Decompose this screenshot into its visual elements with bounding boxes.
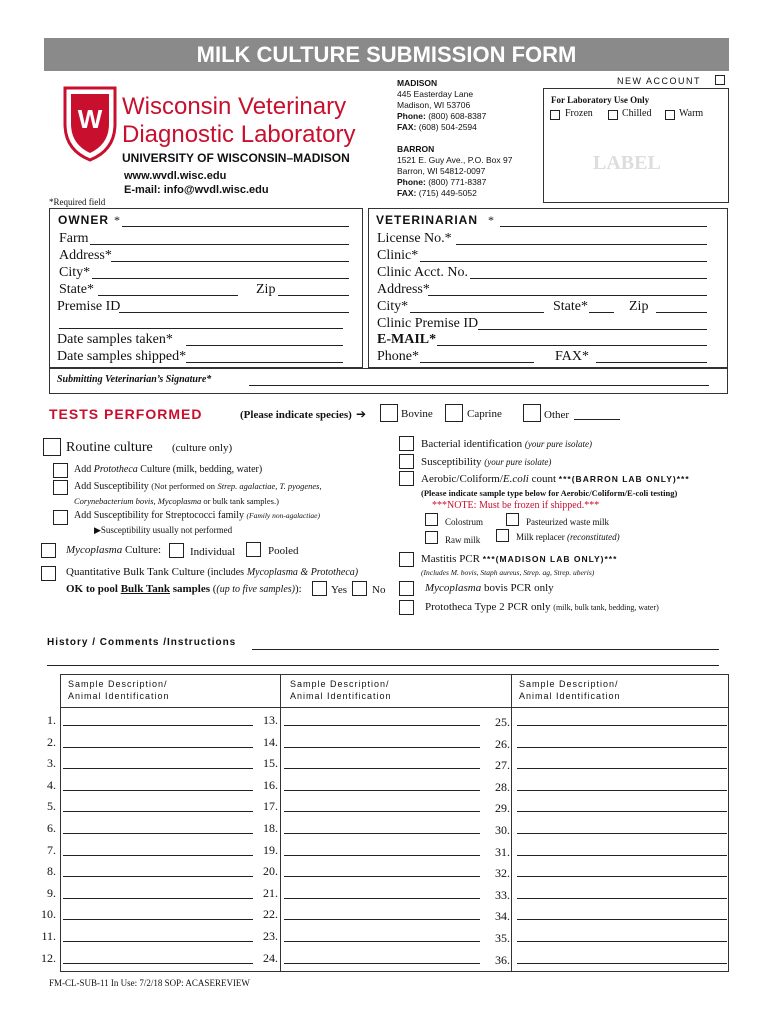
owner-zip-label: Zip [256, 282, 276, 297]
pooled-checkbox[interactable] [246, 542, 261, 557]
sample-number: 24. [263, 950, 278, 965]
sample-entry-line[interactable] [517, 898, 727, 899]
vet-clinic-line[interactable] [420, 261, 707, 262]
strep-row [74, 510, 320, 521]
history-line-2[interactable] [47, 665, 719, 666]
sample-entry-line[interactable] [284, 833, 480, 834]
susceptibility-isolate-row [421, 456, 551, 468]
sample-entry-line[interactable] [63, 768, 253, 769]
vet-state-label: State* [553, 299, 588, 314]
sample-entry-line[interactable] [284, 790, 480, 791]
sample-entry-line[interactable] [284, 768, 480, 769]
barron-phone: (800) 771-8387 [428, 177, 487, 187]
sample-divider-1 [280, 674, 281, 972]
pool-no-label: No [372, 584, 386, 596]
sample-table [60, 674, 729, 972]
pcr-label: Mastitis PCR [421, 553, 480, 565]
new-account-label: NEW ACCOUNT [617, 76, 701, 86]
sample-number: 33. [495, 887, 510, 902]
chilled-label: Chilled [622, 108, 652, 119]
caprine-checkbox[interactable] [445, 404, 463, 422]
sample-number: 18. [263, 821, 278, 835]
vet-license-label: License No.* [377, 231, 452, 246]
history-label: History / Comments /Instructions [47, 637, 237, 648]
vet-state-line[interactable] [589, 312, 614, 313]
susceptibility-row2 [74, 496, 279, 506]
other-checkbox[interactable] [523, 404, 541, 422]
sample-number: 21. [263, 885, 278, 900]
proto-pcr-label: Prototheca Type 2 PCR only [425, 601, 551, 613]
sample-entry-line[interactable] [63, 898, 253, 899]
sample-entry-line[interactable] [284, 876, 480, 877]
colostrum-checkbox[interactable] [425, 513, 438, 526]
pasteurized-checkbox[interactable] [506, 513, 519, 526]
sample-entry-line[interactable] [63, 876, 253, 877]
lab-use-box [543, 88, 729, 203]
pool-no-checkbox[interactable] [352, 581, 367, 596]
pcr-note: (Includes M. bovis, Staph aureus, Strep. ag, Strep. uberis) [421, 568, 595, 577]
other-species-line[interactable] [574, 419, 620, 420]
coliform-count: count [531, 473, 557, 485]
vet-clinic-label: Clinic* [377, 248, 419, 263]
owner-city-line[interactable] [92, 278, 349, 279]
madison-fax: (608) 504-2594 [418, 122, 477, 132]
replacer-row [516, 532, 620, 542]
vet-city-line[interactable] [410, 312, 544, 313]
owner-farm-line[interactable] [90, 244, 349, 245]
myco-pcr-checkbox[interactable] [399, 581, 414, 596]
sample-header-col2 [290, 678, 392, 702]
arrow-right-icon: ➔ [356, 407, 367, 421]
label-placeholder: LABEL [593, 152, 661, 174]
sample-number: 36. [495, 952, 510, 967]
routine-culture-label: Routine culture [66, 440, 153, 455]
vet-acct-label: Clinic Acct. No. [377, 265, 468, 280]
vet-premise-label: Clinic Premise ID [377, 316, 479, 331]
coliform-label: Aerobic/Coliform/ [421, 473, 503, 485]
sample-number: 26. [495, 736, 510, 751]
vet-email-line[interactable] [437, 345, 707, 346]
mycoplasma-checkbox[interactable] [41, 543, 56, 558]
strep-label: Susceptibility for Streptococci family [93, 510, 244, 521]
owner-required: * [114, 213, 120, 227]
bovine-label: Bovine [401, 408, 433, 420]
sample-entry-line[interactable] [517, 725, 727, 726]
sample-entry-line[interactable] [284, 898, 480, 899]
sample-entry-line[interactable] [517, 941, 727, 942]
owner-city-label: City* [59, 265, 91, 280]
sample-number: 4. [47, 777, 56, 792]
sample-number: 23. [263, 929, 278, 943]
madison-addr2: Madison, WI 53706 [397, 100, 471, 110]
pool-yes-label: Yes [331, 584, 348, 596]
sample-number: 14. [263, 734, 278, 749]
sample-entry-line[interactable] [284, 855, 480, 856]
prototheca-rest: Culture (milk, bedding, water) [140, 464, 263, 475]
owner-title: OWNER [58, 213, 109, 227]
sample-header-col2-line1: Sample Description/ [290, 679, 390, 689]
barron-title: BARRON [397, 144, 435, 154]
bact-id-row [421, 438, 592, 450]
prototheca-add: Add [74, 464, 92, 475]
susceptibility-isolate-note: (your pure isolate) [484, 457, 552, 467]
mycoplasma-name: Mycoplasma [66, 544, 123, 556]
bulk-tank-checkbox[interactable] [41, 566, 56, 581]
owner-zip-line[interactable] [278, 295, 349, 296]
replacer-note: (reconstituted) [566, 532, 620, 542]
sample-entry-line[interactable] [284, 941, 480, 942]
coliform-row [421, 473, 690, 485]
vet-zip-line[interactable] [656, 312, 707, 313]
madison-addr1: 445 Easterday Lane [397, 89, 474, 99]
proto-pcr-note: (milk, bulk tank, bedding, water) [553, 603, 659, 612]
sample-number: 5. [47, 799, 56, 814]
susceptibility-add: Add [74, 481, 92, 492]
strep-checkbox[interactable] [53, 510, 68, 525]
warm-checkbox[interactable] [665, 110, 675, 120]
sample-number: 9. [47, 885, 56, 900]
proto-pcr-row [425, 601, 659, 613]
pooled-label: Pooled [268, 545, 299, 557]
new-account-checkbox[interactable] [715, 75, 725, 85]
pool-note: (up to five samples) [216, 584, 295, 595]
sample-number: 17. [263, 799, 278, 814]
madison-title: MADISON [397, 78, 438, 88]
pool-row: OK to pool Bulk Tank samples ((up to five samples)): [66, 583, 302, 595]
sample-number: 10. [41, 907, 56, 922]
sample-number: 13. [263, 713, 278, 727]
bact-id-checkbox[interactable] [399, 436, 414, 451]
susceptibility-row [74, 481, 322, 492]
madison-block [397, 78, 486, 133]
form-title: MILK CULTURE SUBMISSION FORM [44, 38, 729, 71]
sample-entry-line[interactable] [63, 833, 253, 834]
vet-phone-line[interactable] [420, 362, 534, 363]
sample-number: 32. [495, 866, 510, 881]
tests-title: TESTS PERFORMED [49, 406, 203, 422]
sample-number: 31. [495, 844, 510, 859]
sample-number: 16. [263, 777, 278, 792]
barron-fax-label: FAX: [397, 188, 417, 198]
sample-entry-line[interactable] [284, 963, 480, 964]
sample-entry-line[interactable] [517, 833, 727, 834]
vet-required: * [488, 213, 494, 227]
sample-header-col2-line2: Animal Identification [290, 691, 392, 701]
barron-fax: (715) 449-5052 [418, 188, 477, 198]
barron-addr2: Barron, WI 54812-0097 [397, 166, 486, 176]
sample-entry-line[interactable] [63, 941, 253, 942]
vet-phone-label: Phone* [377, 349, 419, 364]
sample-number: 34. [495, 909, 510, 924]
pool-rest: samples [172, 583, 210, 595]
pool-yes-checkbox[interactable] [312, 581, 327, 596]
form-footer: FM-CL-SUB-11 In Use: 7/2/18 SOP: ACASEREVIEW [49, 978, 250, 988]
pasteurized-label: Pasteurized waste milk [526, 517, 609, 527]
sample-header-col3-line1: Sample Description/ [519, 679, 619, 689]
barron-addr1: 1521 E. Guy Ave., P.O. Box 97 [397, 155, 513, 165]
lab-name-line2: Diagnostic Laboratory [122, 121, 356, 148]
barron-phone-label: Phone: [397, 177, 426, 187]
sample-number: 28. [495, 779, 510, 794]
sample-number: 35. [495, 931, 510, 945]
myco-pcr-name: Mycoplasma [425, 582, 482, 594]
sample-entry-line[interactable] [517, 919, 727, 920]
bulk-tank-note: (includes [207, 567, 245, 578]
lab-use-title: For Laboratory Use Only [551, 95, 650, 105]
sample-number: 20. [263, 864, 278, 879]
sample-entry-line[interactable] [63, 919, 253, 920]
sample-entry-line[interactable] [284, 811, 480, 812]
strep-note: (Family non-agalactiae) [246, 511, 321, 520]
sample-header-col1 [68, 678, 170, 702]
susceptibility-isolate-checkbox[interactable] [399, 454, 414, 469]
raw-milk-label: Raw milk [445, 535, 481, 545]
sample-number: 12. [41, 950, 56, 965]
sample-number: 22. [263, 907, 278, 922]
barron-block [397, 144, 512, 199]
sample-number: 29. [495, 801, 510, 816]
madison-fax-label: FAX: [397, 122, 417, 132]
vet-acct-line[interactable] [470, 278, 707, 279]
colostrum-label: Colostrum [445, 517, 484, 527]
owner-address-label: Address* [59, 248, 112, 263]
strep-sub-note: ▶Susceptibility usually not performed [94, 525, 233, 535]
sample-entry-line[interactable] [517, 790, 727, 791]
pcr-row [421, 553, 617, 565]
sample-number: 6. [47, 821, 56, 835]
owner-state-line[interactable] [98, 295, 238, 296]
sample-number: 3. [47, 756, 56, 771]
mycoplasma-culture: Culture: [124, 544, 162, 556]
pcr-lab-note: ***(MADISON LAB ONLY)*** [482, 554, 618, 564]
prototheca-checkbox[interactable] [53, 463, 68, 478]
vet-premise-line[interactable] [478, 329, 707, 330]
madison-phone-label: Phone: [397, 111, 426, 121]
madison-fax-row [397, 122, 486, 133]
sample-header-col1-line1: Sample Description/ [68, 679, 168, 689]
susceptibility-checkbox[interactable] [53, 480, 68, 495]
sample-entry-line[interactable] [63, 790, 253, 791]
sample-header-col3 [519, 678, 621, 702]
sample-entry-line[interactable] [63, 963, 253, 964]
raw-milk-checkbox[interactable] [425, 531, 438, 544]
sample-header-col1-line2: Animal Identification [68, 691, 170, 701]
vet-fax-line[interactable] [596, 362, 707, 363]
routine-culture-note: (culture only) [172, 442, 233, 454]
frozen-label: Frozen [565, 108, 593, 119]
sample-entry-line[interactable] [63, 811, 253, 812]
coliform-lab-note: ***(BARRON LAB ONLY)*** [558, 474, 690, 484]
sample-entry-line[interactable] [517, 811, 727, 812]
lab-email[interactable]: E-mail: info@wvdl.wisc.edu [124, 184, 269, 196]
sample-header-divider [60, 707, 729, 708]
sample-entry-line[interactable] [517, 855, 727, 856]
bovine-checkbox[interactable] [380, 404, 398, 422]
replacer-label: Milk replacer [516, 532, 565, 542]
logo-letter: W [77, 104, 103, 134]
sample-entry-line[interactable] [517, 768, 727, 769]
bulk-tank-note-org: Mycoplasma & Prototheca) [246, 567, 359, 578]
vet-title: VETERINARIAN [376, 213, 479, 227]
owner-premise-line[interactable] [119, 312, 349, 313]
date-shipped-label: Date samples shipped* [57, 349, 187, 364]
pool-label: OK to pool [66, 583, 118, 595]
vet-fax-label: FAX* [555, 349, 589, 364]
vet-name-line[interactable] [500, 226, 707, 227]
sample-entry-line[interactable] [284, 919, 480, 920]
history-line[interactable] [252, 649, 719, 650]
prototheca-row [74, 464, 262, 475]
sample-entry-line[interactable] [284, 747, 480, 748]
madison-phone: (800) 608-8387 [428, 111, 487, 121]
sample-number: 15. [263, 756, 278, 771]
vet-license-line[interactable] [456, 244, 707, 245]
sample-number: 11. [41, 929, 56, 943]
bact-id-label: Bacterial identification [421, 438, 523, 450]
owner-state-label: State* [59, 282, 94, 297]
individual-label: Individual [190, 546, 236, 558]
susceptibility-note3: or bulk tank samples.) [203, 496, 279, 506]
mycoplasma-row [66, 544, 161, 556]
caprine-label: Caprine [467, 408, 502, 420]
date-taken-label: Date samples taken* [57, 332, 173, 347]
vet-address-line[interactable] [428, 295, 707, 296]
susceptibility-isolate-label: Susceptibility [421, 456, 482, 468]
frozen-note: ***NOTE: Must be frozen if shipped.*** [432, 500, 600, 511]
sample-entry-line[interactable] [517, 876, 727, 877]
susceptibility-note-org: Strep. agalactiae, T. pyogenes, [217, 481, 322, 491]
sample-number: 7. [47, 842, 56, 857]
date-taken-line[interactable] [186, 345, 343, 346]
sample-number: 25. [495, 715, 510, 729]
sample-number: 27. [495, 758, 510, 773]
university-name: UNIVERSITY OF WISCONSIN–MADISON [122, 151, 350, 165]
signature-label: Submitting Veterinarian’s Signature* [57, 374, 212, 385]
owner-name-line[interactable] [122, 226, 349, 227]
strep-add: Add [74, 510, 92, 521]
prototheca-name: Prototheca [93, 464, 138, 475]
owner-extra-line[interactable] [59, 328, 343, 329]
replacer-checkbox[interactable] [496, 529, 509, 542]
lab-logo [60, 82, 120, 162]
bact-id-note: (your pure isolate) [524, 439, 593, 449]
sample-number: 1. [47, 713, 56, 727]
barron-phone-row [397, 177, 512, 188]
coliform-checkbox[interactable] [399, 471, 414, 486]
susceptibility-note2: Corynebacterium bovis, Mycoplasma [74, 496, 202, 506]
required-note: *Required field [49, 197, 106, 207]
warm-label: Warm [679, 108, 704, 119]
sample-number: 2. [47, 734, 56, 749]
lab-website[interactable]: www.wvdl.wisc.edu [124, 170, 227, 182]
date-shipped-line[interactable] [186, 362, 343, 363]
sample-entry-line[interactable] [284, 725, 480, 726]
chilled-checkbox[interactable] [608, 110, 618, 120]
susceptibility-note1: (Not performed on [151, 481, 215, 491]
owner-address-line[interactable] [111, 261, 349, 262]
sample-divider-2 [511, 674, 512, 972]
sample-number: 8. [47, 864, 56, 879]
species-prompt: (Please indicate species) [240, 409, 352, 421]
signature-line[interactable] [249, 385, 709, 386]
barron-fax-row [397, 188, 512, 199]
vet-city-label: City* [377, 299, 409, 314]
owner-premise-label: Premise ID [57, 299, 121, 314]
proto-pcr-checkbox[interactable] [399, 600, 414, 615]
coliform-sample-note: (Please indicate sample type below for Aerobic/Coliform/E-coli testing) [421, 488, 678, 498]
madison-phone-row [397, 111, 486, 122]
bulk-tank-row [66, 566, 358, 578]
individual-checkbox[interactable] [169, 543, 184, 558]
lab-name-line1: Wisconsin Veterinary [122, 93, 347, 120]
frozen-checkbox[interactable] [550, 110, 560, 120]
sample-entry-line[interactable] [63, 725, 253, 726]
sample-entry-line[interactable] [517, 747, 727, 748]
sample-entry-line[interactable] [63, 747, 253, 748]
other-label: Other [544, 409, 570, 421]
sample-number: 19. [263, 842, 278, 857]
vet-email-label: E-MAIL* [377, 332, 437, 347]
bulk-tank-label: Quantitative Bulk Tank Culture [66, 566, 205, 578]
sample-entry-line[interactable] [517, 963, 727, 964]
pcr-checkbox[interactable] [399, 552, 414, 567]
routine-culture-checkbox[interactable] [43, 438, 61, 456]
sample-header-col3-line2: Animal Identification [519, 691, 621, 701]
owner-farm-label: Farm [59, 231, 89, 246]
susceptibility-label: Susceptibility [93, 481, 149, 492]
myco-pcr-row [425, 582, 554, 594]
myco-pcr-label: bovis PCR only [483, 582, 554, 594]
sample-entry-line[interactable] [63, 855, 253, 856]
sample-number: 30. [495, 823, 510, 837]
vet-address-label: Address* [377, 282, 430, 297]
pool-bulk: Bulk Tank [120, 583, 170, 595]
coliform-ecoli: E.coli [502, 473, 529, 485]
vet-zip-label: Zip [629, 299, 649, 314]
